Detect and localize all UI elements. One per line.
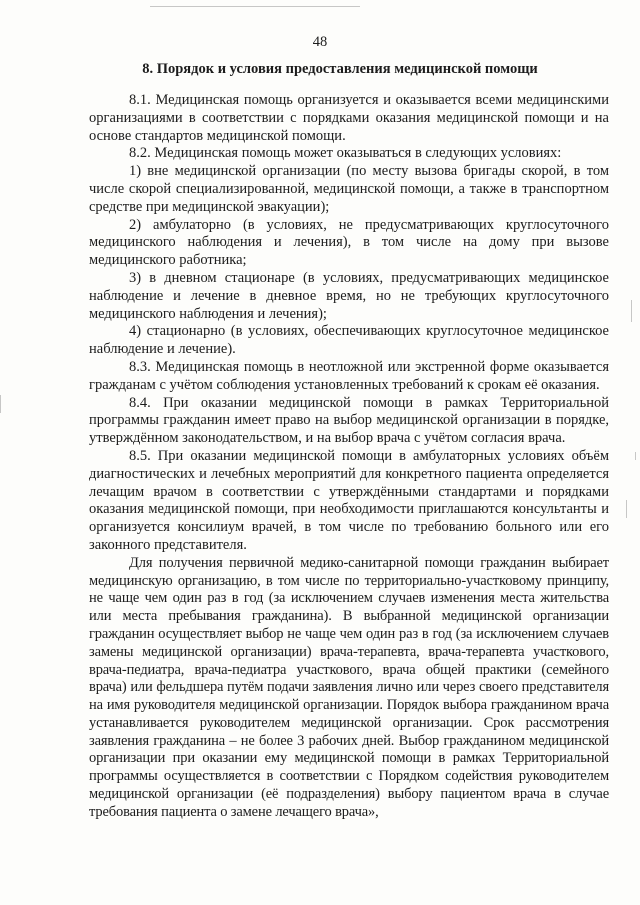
paragraph-8-2: 8.2. Медицинская помощь может оказываться в следующих условиях:	[129, 145, 562, 162]
scan-artifact-top	[150, 6, 360, 7]
scan-artifact-right-3	[626, 500, 627, 518]
condition-item-2: 2) амбулаторно (в условиях, не предусматривающих круглосуточного медицинского наблюдения и лечения), в том числе на дому при вызове медицинского работника;	[89, 216, 609, 269]
paragraph-8-4: 8.4. При оказании медицинской помощи в рамках Территориальной программы гражданин имеет право на выбор медицинской организации в порядке, утверждённом законодательством, и на выбор врача с учётом согласия врача.	[89, 394, 609, 447]
condition-item-4: 4) стационарно (в условиях, обеспечивающих круглосуточное медицинское наблюдение и лечение).	[89, 323, 609, 358]
condition-item-1: 1) вне медицинской организации (по месту вызова бригады скорой, в том числе скорой специализированной, медицинской помощи, а также в транспортном средстве при медицинской эвакуации);	[89, 163, 609, 215]
section-heading: 8. Порядок и условия предоставления медицинской помощи	[142, 61, 538, 77]
condition-item-3: 3) в дневном стационаре (в условиях, предусматривающих медицинское наблюдение и лечение в дневное время, но не требующих круглосуточного медицинского наблюдения и лечения);	[89, 269, 609, 322]
paragraph-primary-care-choice: Для получения первичной медико-санитарной помощи гражданин выбирает медицинскую организацию, в том числе по территориально-участковому принципу, не чаще чем один раз в год (за исключением случаев изменения места жительства или места пребывания гражданина). В выбранной медицинской организации гражданин осуществляет выбор не чаще чем один раз в год (за исключением случаев замены медицинской организации) врача-терапевта, врача-терапевта участкового, врача-педиатра, врача-педиатра участкового, врача общей практики (семейного врача) или фельдшера путём подачи заявления лично или через своего представителя на имя руководителя медицинской организации. Порядок выбора гражданином врача устанавливается руководителем медицинской организации. Срок рассмотрения заявления гражданина – не более 3 рабочих дней. Выбор гражданином медицинской организации при оказании ему медицинской помощи в рамках Территориальной программы осуществляется в соответствии с Порядком содействия руководителем медицинской организации (её подразделения) выбору пациентом врача в случае требования пациента о замене лечащего врача»,	[89, 554, 609, 820]
scan-artifact-left	[0, 395, 1, 413]
scan-artifact-right	[631, 300, 632, 322]
paragraph-8-1: 8.1. Медицинская помощь организуется и оказывается всеми медицинскими организациями в соответствии с порядками оказания медицинской помощи и на основе стандартов медицинской помощи.	[89, 92, 609, 144]
document-body	[89, 92, 609, 822]
scan-artifact-right-2	[635, 452, 636, 460]
paragraph-8-5: 8.5. При оказании медицинской помощи в амбулаторных условиях объём диагностических и лечебных мероприятий для конкретного пациента определяется лечащим врачом в соответствии с утверждёнными стандартами и порядками оказания медицинской помощи, при необходимости приглашаются консультанты и организуется консилиум врачей, в том числе по требованию больного или его законного представителя.	[89, 447, 609, 553]
page-number: 48	[312, 34, 328, 50]
paragraph-8-3: 8.3. Медицинская помощь в неотложной или экстренной форме оказывается гражданам с учётом соблюдения установленных требований к срокам её оказания.	[89, 358, 609, 393]
